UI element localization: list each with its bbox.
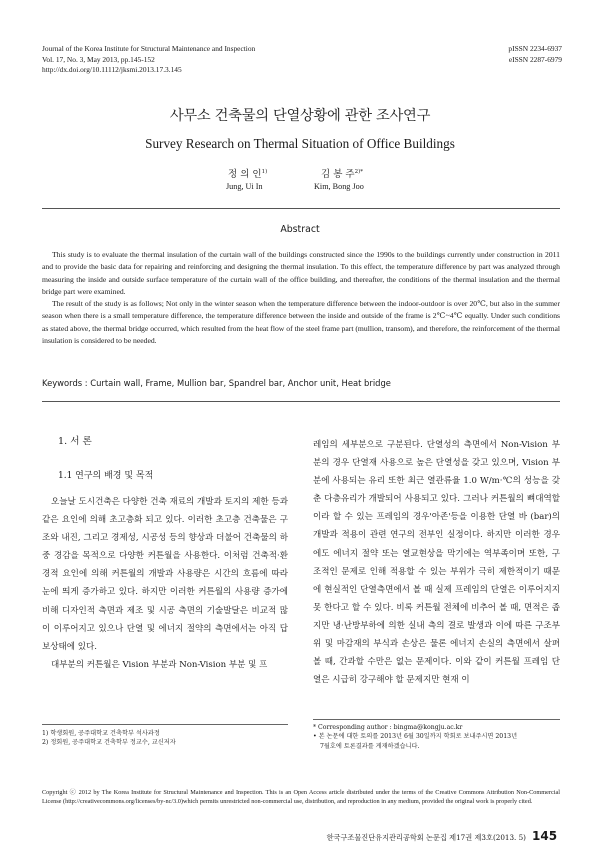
issn-block [482, 44, 562, 65]
doi-link[interactable]: http://dx.doi.org/10.11112/jksmi.2013.17.3.145 [42, 65, 182, 75]
footnote-divider-left [42, 724, 288, 725]
title-korean: 사무소 건축물의 단열상황에 관한 조사연구 [169, 108, 431, 124]
abstract-heading: Abstract [280, 224, 320, 235]
author-2-korean [321, 166, 363, 180]
author-1-korean [228, 166, 267, 180]
body-left-column [42, 493, 288, 674]
author-1-name: 정 의 인 [228, 169, 262, 180]
abstract-top-divider [42, 208, 560, 209]
footnotes-right [313, 723, 517, 751]
eissn: eISSN 2287-6979 [508, 54, 562, 64]
author-2-name: 김 봉 주 [321, 169, 355, 180]
pissn: pISSN 2234-6937 [508, 44, 562, 53]
corresponding-author: * Corresponding author : bingma@kongju.ac.kr [313, 724, 463, 731]
section-heading: 1. 서 론 [58, 436, 92, 447]
title-english: Survey Research on Thermal Situation of Office Buildings [145, 136, 455, 151]
page-number: 145 [532, 829, 558, 843]
footnote-1: 1) 학생회원, 공주대학교 건축학부 석사과정 [42, 730, 160, 737]
journal-header [42, 44, 255, 76]
author-2-mark: 2)* [354, 168, 363, 175]
body-paragraph-2: 대부분의 커튼월은 Vision 부분과 Non-Vision 부분 및 프 [51, 659, 268, 670]
footnote-divider-right [313, 719, 560, 720]
discussion-note-1: • 본 논문에 대한 토의를 2013년 6월 30일까지 학회로 보내주시면 2013년 [313, 733, 518, 741]
body-paragraph-3: 레임의 세부분으로 구분된다. 단열성의 측면에서 Non-Vision 부분의 경우 단열재 사용으로 높은 단열성을 갖고 있으며, Vision 부분에 사용되는 유리 또한 최근 열관류율 1.0 W/m·℃의 성능을 갖춘 다층유리가 개발되어 사용되고 있다. 그러나 커튼월의 뼈대역할이라 할 수 있는 프레임의 경우'아존'등을 이용한 단열 바 (bar)의 개발과 적용이 관련 연구의 전부인 실정이다. 하지만 이러한 경우에도 에너지 절약 또는 열교현상을 막기에는 역부족이며 또한, 구조적인 문제로 인해 적용할 수 있는 부위가 극히 제한적이기 때문에 현실적인 단열측면에서 볼 때 실제 프레임의 단열은 이루어지지 못 한다고 할 수 있다. 비록 커튼월 전체에 비추어 볼 때, 면적은 좁지만 냉·난방부하에 의한 실내 측의 결로 발생과 이에 따른 구조부위 및 마감재의 부식과 손상은 물론 에너지 손실의 측면에서 살펴볼 때, 간과할 수만은 없는 문제이다. 이와 같이 커튼월 프레임 단열은 시급히 강구해야 할 문제지만 현재 이 [313, 440, 560, 686]
journal-name: Journal of the Korea Institute for Structural Maintenance and Inspection [42, 44, 256, 53]
body-paragraph-1: 오늘날 도시건축은 다양한 건축 재료의 개발과 토지의 제한 등과 같은 요인에 의해 초고층화 되고 있다. 이러한 초고층 건축물은 구조와 내진, 그리고 경제성, 시공성 등의 향상과 더불어 건축물의 하중 경감을 목적으로 다양한 커튼월을 사용한다. 이처럼 건축적·환경적 요인에 의해 커튼월의 개발과 사용량은 시간의 흐름에 따라 눈에 띄게 증가하고 있다. 하지만 이러한 커튼월의 사용량 증가에 비해 디자인적 측면과 제조 및 시공 측면의 기술발달은 비교적 많이 이루어지고 있으나 단열 및 에너지 절약의 측면에서는 아직 답보상태에 있다. [42, 497, 288, 652]
abstract-paragraph-2: The result of the study is as follows; Not only in the winter season when the temperature difference between the indoor-outdoor is over 20℃, but also in the summer season when there is a small temperature difference, the temperature difference between the inside and outside of the frame is 2℃~4℃ equally. Under such conditions as stated above, the thermal bridge occurred, which resulted from the heat flow of the steel frame part (mullion, transom), and therefore, the reinforcement of the thermal insulation is considered to be needed. [42, 299, 560, 346]
keywords: Keywords : Curtain wall, Frame, Mullion bar, Spandrel bar, Anchor unit, Heat bridge [42, 378, 391, 388]
footnote-2: 2) 정회원, 공주대학교 건축학부 정교수, 교신저자 [42, 739, 176, 747]
discussion-note-2: 7월호에 토론결과를 게재하겠습니다. [320, 742, 420, 750]
abstract-bottom-divider [42, 401, 560, 402]
author-2-english: Kim, Bong Joo [314, 182, 364, 191]
abstract-paragraph-1: This study is to evaluate the thermal insulation of the curtain wall of the buildings constructed since the 1990s to the buildings currently under construction in 2011 and to provide the basic data for repairing and reinforcing and designing the thermal insulation. To this effect, the temperature difference by part was analyzed through measuring the inside and outside surface temperature of the curtain wall of the office building, and thereafter, the conditions of the thermal insulation and the thermal bridge part were examined. [42, 250, 560, 296]
author-1-english: Jung, Ui In [226, 182, 263, 191]
abstract-body [42, 249, 560, 347]
copyright-notice: Copyright ⓒ 2012 by The Korea Institute for Structural Maintenance and Inspection. This is an Open Access article distributed under the terms of the Creative Commons Attribution Non-Commercial License (http://creativecommons.org/licenses/by-nc/3.0)which permits unrestricted non-commercial use, distribution, and reproduction in any medium, provided the original work is properly cited. [42, 789, 560, 806]
footnotes-left [42, 729, 176, 748]
author-1-mark: 1) [261, 168, 268, 175]
body-right-column [313, 436, 560, 689]
subsection-heading: 1.1 연구의 배경 및 목적 [58, 471, 154, 481]
journal-volume: Vol. 17, No. 3, May 2013, pp.145-152 [42, 54, 155, 64]
footer-journal: 한국구조물진단유지관리공학회 논문집 제17권 제3호(2013. 5) [326, 833, 526, 842]
